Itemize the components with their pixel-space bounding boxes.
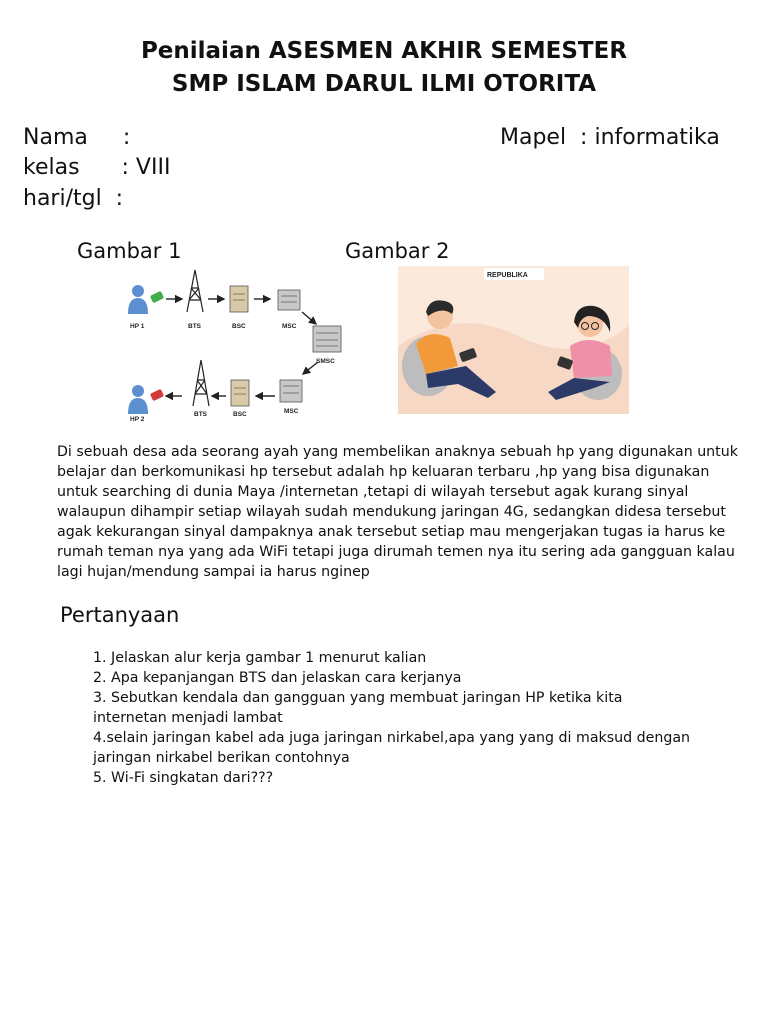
phone-red-icon (150, 389, 164, 401)
label-hp2: HP 2 (130, 416, 145, 423)
bts-tower-icon (187, 270, 203, 312)
bts-tower-icon (193, 360, 209, 406)
question-item-2: 2. Apa kepanjangan BTS dan jelaskan cara kerjanya (93, 670, 462, 686)
smsc-server-icon (313, 326, 341, 352)
label-bsc-top: BSC (232, 323, 246, 330)
field-nama: Nama : (23, 125, 131, 150)
label-bts-top: BTS (188, 323, 201, 330)
figure-1-network-diagram (118, 266, 360, 426)
field-hari: hari/tgl : (23, 186, 124, 211)
story-paragraph: Di sebuah desa ada seorang ayah yang membelikan anaknya sebuah hp yang digunakan untuk belajar dan berkomunikasi hp tersebut adalah hp keluaran terbaru ,hp yang bisa digunakan untuk searching di dunia Maya /internetan ,tetapi di wilayah tersebut agak kurang sinyal walaupun dihampir setiap wilayah sudah mendukung jaringan 4G, sedangkan didesa tersebut agak kekurangan sinyal dampaknya anak tersebut setiap mau mengerjakan tugas ia harus ke rumah teman nya yang ada WiFi tetapi juga dirumah temen nya itu sering ada gangguan kalau lagi hujan/mendung sampai ia harus nginep (57, 444, 738, 580)
msc-server-icon (278, 290, 300, 310)
label-bts-bottom: BTS (194, 411, 207, 418)
label-smsc: SMSC (316, 358, 335, 365)
msc-server-icon (280, 380, 302, 402)
label-msc-bottom: MSC (284, 408, 299, 415)
label-bsc-bottom: BSC (233, 411, 247, 418)
person-hp2-icon (128, 385, 148, 414)
page-title-line1: Penilaian ASESMEN AKHIR SEMESTER (140, 38, 628, 64)
bsc-server-icon (231, 380, 249, 406)
republika-logo: REPUBLIKA (487, 272, 528, 279)
bsc-server-icon (230, 286, 248, 312)
figure-1-label: Gambar 1 (77, 239, 182, 263)
question-item-4: 4.selain jaringan kabel ada juga jaringan nirkabel,apa yang yang di maksud dengan jaringan nirkabel berikan contohnya (93, 730, 691, 766)
question-item-1: 1. Jelaskan alur kerja gambar 1 menurut kalian (93, 650, 427, 666)
page-title-line2: SMP ISLAM DARUL ILMI OTORITA (171, 71, 597, 97)
field-kelas: kelas : VIII (23, 155, 171, 180)
figure-2-label: Gambar 2 (345, 239, 450, 263)
question-item-5: 5. Wi-Fi singkatan dari??? (93, 770, 274, 786)
figure-2-illustration (398, 266, 629, 414)
label-msc-top: MSC (282, 323, 297, 330)
label-hp1: HP 1 (130, 323, 145, 330)
person-hp1-icon (128, 285, 148, 314)
questions-section-title: Pertanyaan (60, 603, 180, 627)
question-list (93, 648, 693, 788)
phone-green-icon (150, 291, 164, 303)
question-item-3: 3. Sebutkan kendala dan gangguan yang membuat jaringan HP ketika kita internetan menjadi lambat (93, 690, 623, 726)
field-mapel: Mapel : informatika (500, 125, 720, 150)
